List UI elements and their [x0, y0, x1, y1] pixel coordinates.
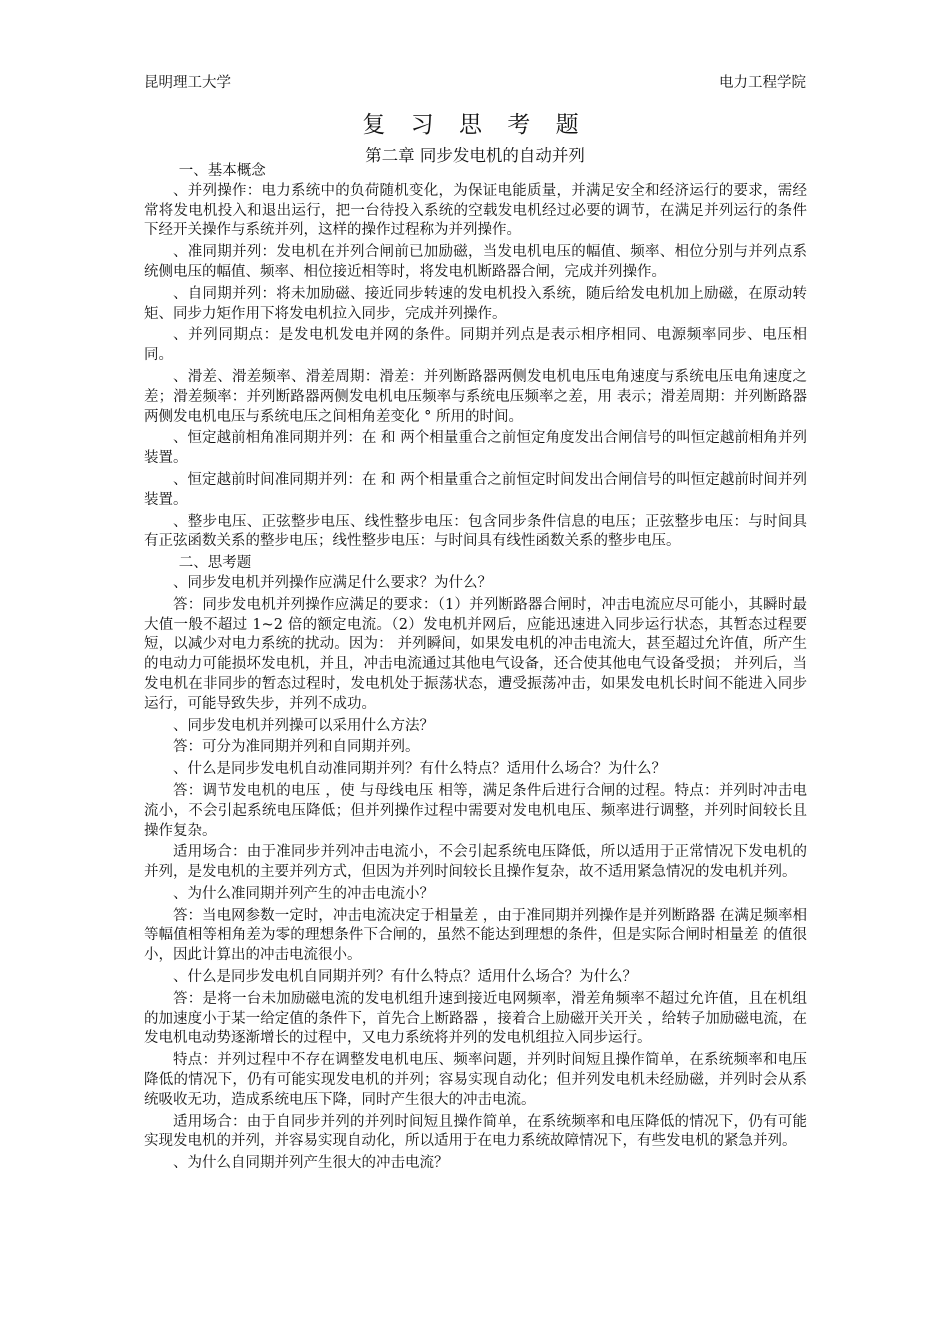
answer-paragraph: 特点：并列过程中不存在调整发电机电压、频率问题，并列时间短且操作简单，在系统频率和电压降低的情况下，仍有可能实现发电机的并列；容易实现自动化；但并列发电机未经励磁，并列时会从系统吸收无功，造成系统电压下降，同时产生很大的冲击电流。	[144, 1052, 807, 1108]
question-paragraph: 、同步发电机并列操可以采用什么方法？	[173, 717, 434, 734]
answer-paragraph: 答：当电网参数一定时，冲击电流决定于相量差 ，由于准同期并列操作是并列断路器 在满足频率相等幅值相等相角差为零的理想条件下合闸的，虽然不能达到理想的条件，但是实际合闸时相量差 的值很小，因此计算出的冲击电流很小。	[144, 907, 807, 964]
document-body	[144, 162, 807, 1176]
concept-paragraph: 、并列同期点：是发电机发电并网的条件。同期并列点是表示相序相同、电源频率同步、电压相同。	[144, 327, 807, 364]
answer-paragraph: 适用场合：由于自同步并列的并列时间短且操作简单，在系统频率和电压降低的情况下，仍有可能实现发电机的并列，并容易实现自动化，所以适用于在电力系统故障情况下，有些发电机的紧急并列。	[144, 1113, 807, 1150]
question-paragraph: 、什么是同步发电机自同期并列？有什么特点？适用什么场合？为什么？	[173, 969, 637, 986]
question-paragraph: 、同步发电机并列操作应满足什么要求？为什么？	[173, 574, 492, 591]
header-university: 昆明理工大学	[144, 75, 231, 91]
question-paragraph: 、什么是同步发电机自动准同期并列？有什么特点？适用什么场合？为什么？	[173, 761, 666, 778]
answer-paragraph: 答：是将一台未加励磁电流的发电机组升速到接近电网频率，滑差角频率不超过允许值，且在机组的加速度小于某一给定值的条件下，首先合上断路器 ，接着合上励磁开关开关 ，给转子加励磁电流，在发电机电动势逐渐增长的过程中，又电力系统将并列的发电机组拉入同步运行。	[144, 990, 807, 1047]
answer-paragraph: 答：调节发电机的电压 ，使 与母线电压 相等，满足条件后进行合闸的过程。特点：并列时冲击电流小，不会引起系统电压降低；但并列操作过程中需要对发电机电压、频率进行调整，并列时间较长且操作复杂。	[144, 782, 807, 839]
page-title: 复 习 思 考 题	[362, 112, 588, 138]
section-heading-questions: 二、思考题	[178, 555, 252, 572]
concept-paragraph: 、并列操作：电力系统中的负荷随机变化，为保证电能质量，并满足安全和经济运行的要求，需经常将发电机投入和退出运行，把一台待投入系统的空载发电机经过必要的调节，在满足并列运行的条件下经开关操作与系统并列，这样的操作过程称为并列操作。	[144, 182, 807, 239]
concept-paragraph: 、恒定越前时间准同期并列：在 和 两个相量重合之前恒定时间发出合闸信号的叫恒定越前时间并列装置。	[144, 471, 807, 508]
concept-paragraph: 、准同期并列：发电机在并列合闸前已加励磁，当发电机电压的幅值、频率、相位分别与并列点系统侧电压的幅值、频率、相位接近相等时，将发电机断路器合闸，完成并列操作。	[144, 244, 807, 280]
concept-paragraph: 、自同期并列：将未加励磁、接近同步转速的发电机投入系统，随后给发电机加上励磁，在原动转矩、同步力矩作用下将发电机拉入同步，完成并列操作。	[144, 285, 807, 322]
concept-paragraph: 、滑差、滑差频率、滑差周期：滑差：并列断路器两侧发电机电压电角速度与系统电压电角速度之差；滑差频率：并列断路器两侧发电机电压频率与系统电压频率之差，用 表示；滑差周期：并列断路器两侧发电机电压与系统电压之间相角差变化 ° 所用的时间。	[144, 368, 807, 425]
answer-paragraph: 适用场合：由于准同步并列冲击电流小，不会引起系统电压降低，所以适用于正常情况下发电机的并列，是发电机的主要并列方式，但因为并列时间较长且操作复杂，故不适用紧急情况的发电机并列。	[144, 844, 807, 881]
chapter-title: 第二章 同步发电机的自动并列	[365, 146, 585, 165]
header-school: 电力工程学院	[719, 75, 806, 91]
concept-paragraph: 、恒定越前相角准同期并列：在 和 两个相量重合之前恒定角度发出合闸信号的叫恒定越前相角并列装置。	[144, 430, 807, 467]
question-paragraph: 、为什么自同期并列产生很大的冲击电流？	[173, 1155, 449, 1172]
section-heading-basic-concepts: 一、基本概念	[178, 163, 266, 179]
question-paragraph: 、为什么准同期并列产生的冲击电流小？	[173, 885, 434, 902]
answer-paragraph: 答：可分为准同期并列和自同期并列。	[173, 739, 420, 756]
answer-paragraph: 答：同步发电机并列操作应满足的要求：（1）并列断路器合闸时，冲击电流应尽可能小，其瞬时最大值一般不超过 1~2 倍的额定电流。（2）发电机并网后，应能迅速进入同步运行状态，其暂态过程要短，以减少对电力系统的扰动。因为： 并列瞬间，如果发电机的冲击电流大，甚至超过允许值，所产生的电动力可能损坏发电机，并且，冲击电流通过其他电气设备，还合使其他电气设备受损； 并列后，当发电机在非同步的暂态过程时，发电机处于振荡状态，遭受振荡冲击，如果发电机长时间不能进入同步运行，可能导致失步，并列不成功。	[144, 596, 807, 712]
concept-paragraph: 、整步电压、正弦整步电压、线性整步电压：包含同步条件信息的电压；正弦整步电压：与时间具有正弦函数关系的整步电压；线性整步电压：与时间具有线性函数关系的整步电压。	[144, 513, 807, 550]
